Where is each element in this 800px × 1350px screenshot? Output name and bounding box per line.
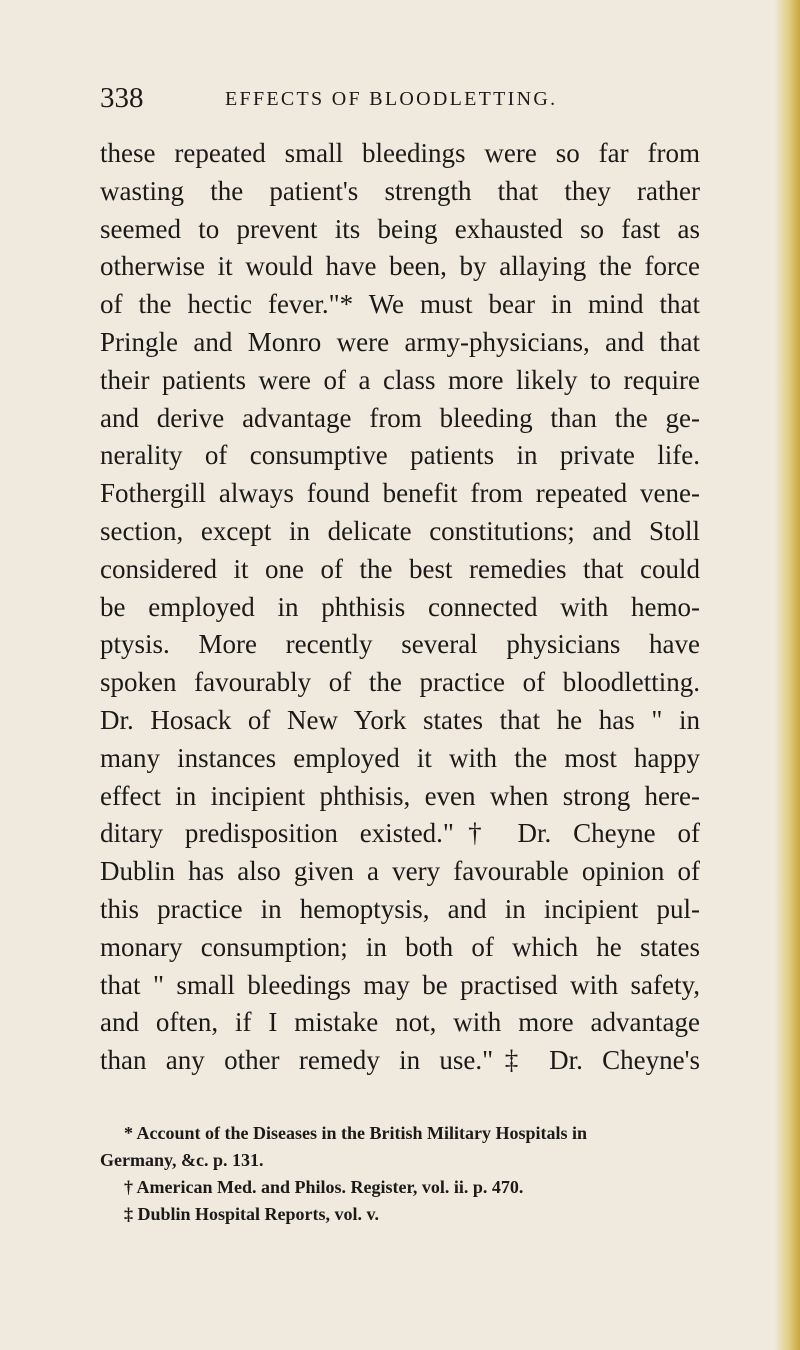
body-text xyxy=(100,135,700,1080)
page-number: 338 xyxy=(100,82,144,114)
body-line: Dublin has also given a very favourable opinion of xyxy=(100,856,700,887)
body-line: ditary predisposition existed."† Dr. Cheyne of xyxy=(100,818,700,849)
body-line: otherwise it would have been, by allaying the force xyxy=(100,251,700,282)
body-line: many instances employed it with the most happy xyxy=(100,742,700,773)
running-title: EFFECTS OF BLOODLETTING. xyxy=(225,88,558,110)
body-line: nerality of consumptive patients in private life. xyxy=(100,440,700,471)
page-header xyxy=(100,80,700,120)
body-line: seemed to prevent its being exhausted so fast as xyxy=(100,213,700,244)
body-line: considered it one of the best remedies that could xyxy=(100,553,700,584)
body-line: Pringle and Monro were army-physicians, and that xyxy=(100,326,700,357)
body-line: of the hectic fever."* We must bear in mind that xyxy=(100,289,700,320)
footnote-2: † American Med. and Philos. Register, vol. ii. p. 470. xyxy=(124,1177,524,1197)
body-line: monary consumption; in both of which he states xyxy=(100,931,700,962)
body-line: effect in incipient phthisis, even when strong here- xyxy=(100,780,700,811)
footnote-3: ‡ Dublin Hospital Reports, vol. v. xyxy=(124,1204,380,1224)
body-line: than any other remedy in use."‡ Dr. Cheyne's xyxy=(100,1045,700,1076)
footnote-1-continuation: Germany, &c. p. 131. xyxy=(100,1150,264,1170)
footnote-1: * Account of the Diseases in the British Military Hospitals in xyxy=(124,1123,587,1143)
footnotes xyxy=(100,1120,720,1228)
body-line: and often, if I mistake not, with more advantage xyxy=(100,1007,700,1038)
body-line: spoken favourably of the practice of bloodletting. xyxy=(100,667,700,698)
body-line: this practice in hemoptysis, and in incipient pul- xyxy=(100,893,700,924)
body-line: these repeated small bleedings were so far from xyxy=(100,138,700,168)
body-line: that " small bleedings may be practised with safety, xyxy=(100,969,700,1000)
body-line: Fothergill always found benefit from repeated vene- xyxy=(100,478,700,509)
body-line: ptysis. More recently several physicians have xyxy=(100,629,700,660)
body-line: wasting the patient's strength that they rather xyxy=(100,175,700,206)
body-line: their patients were of a class more likely to require xyxy=(100,364,700,395)
body-line: section, except in delicate constitutions; and Stoll xyxy=(100,515,700,546)
body-line: and derive advantage from bleeding than the ge- xyxy=(100,402,700,433)
page-edge-shading xyxy=(774,0,800,1350)
body-line: Dr. Hosack of New York states that he has " in xyxy=(100,704,700,735)
body-line: be employed in phthisis connected with hemo- xyxy=(100,591,700,622)
